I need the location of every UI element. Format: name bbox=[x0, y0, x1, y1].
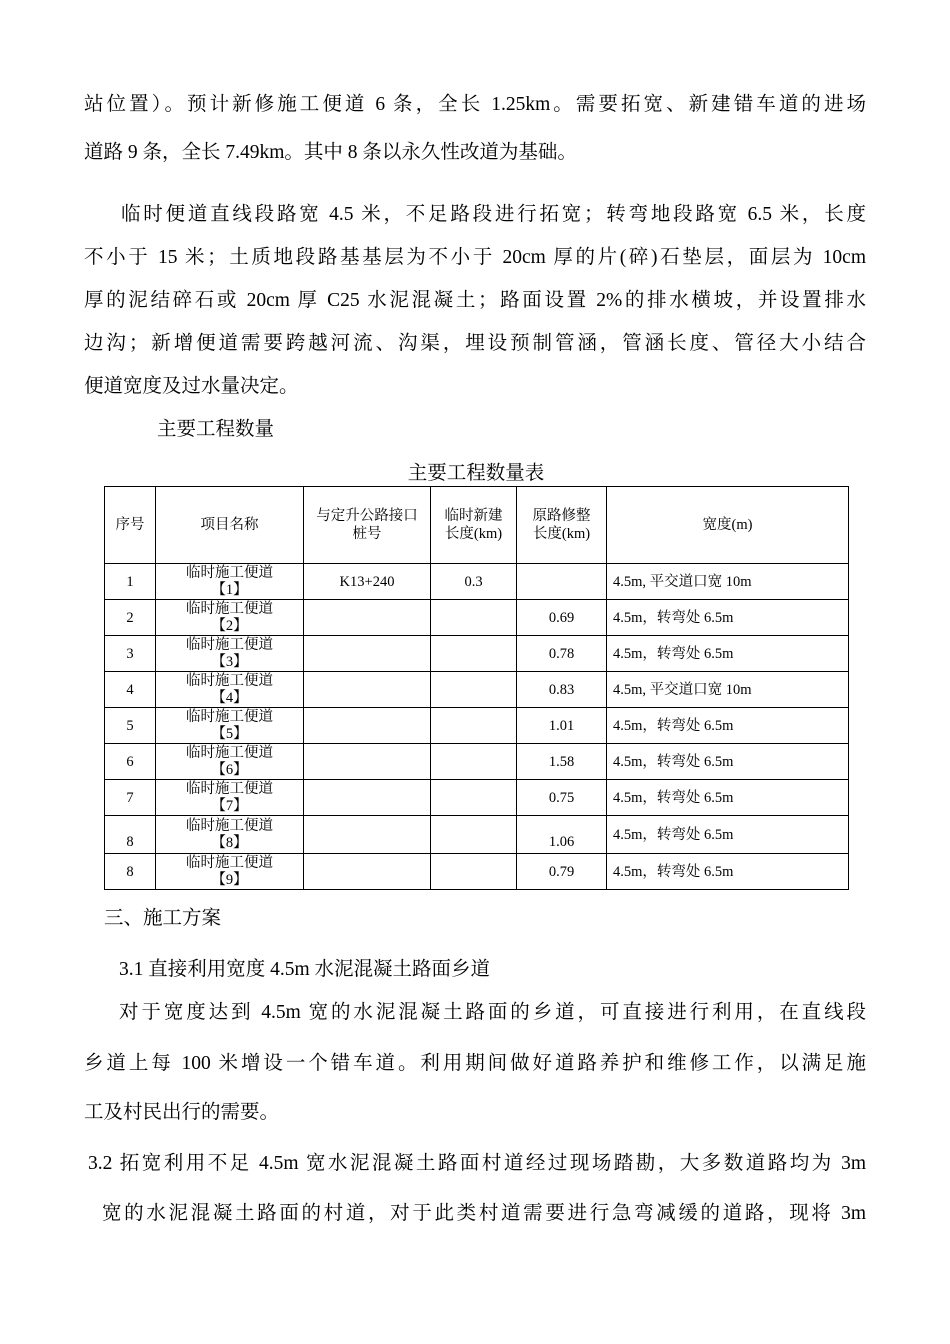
section-3-1-line-2: 乡道上每 100 米增设一个错车道。利用期间做好道路养护和维修工作，以满足施 bbox=[84, 1053, 866, 1074]
cell-repair-length: 1.06 bbox=[517, 816, 607, 854]
cell-width: 4.5m，转弯处 6.5m bbox=[607, 780, 849, 816]
table-header-row bbox=[105, 487, 849, 564]
cell-name: 临时施工便道 【4】 bbox=[156, 672, 304, 708]
paragraph-1-line-1: 站位置）。预计新修施工便道 6 条，全长 1.25km。需要拓宽、新建错车道的进场 bbox=[84, 94, 866, 115]
cell-name: 临时施工便道 【9】 bbox=[156, 854, 304, 890]
cell-index: 6 bbox=[105, 744, 156, 780]
cell-repair-length: 0.79 bbox=[517, 854, 607, 890]
cell-repair-length: 0.83 bbox=[517, 672, 607, 708]
cell-repair-length: 0.78 bbox=[517, 636, 607, 672]
cell-name: 临时施工便道 【6】 bbox=[156, 744, 304, 780]
paragraph-2-line-1: 临时便道直线段路宽 4.5 米，不足路段进行拓宽；转弯地段路宽 6.5 米，长度 bbox=[121, 204, 866, 225]
section-3-1-line-3: 工及村民出行的需要。 bbox=[84, 1102, 280, 1123]
table-row bbox=[105, 854, 849, 890]
table-caption: 主要工程数量表 bbox=[407, 463, 545, 484]
paragraph-2-line-5: 便道宽度及过水量决定。 bbox=[84, 376, 299, 397]
table-row bbox=[105, 600, 849, 636]
cell-index: 7 bbox=[105, 780, 156, 816]
cell-station bbox=[304, 816, 431, 854]
table-row bbox=[105, 636, 849, 672]
cell-station bbox=[304, 708, 431, 744]
cell-index: 3 bbox=[105, 636, 156, 672]
cell-index: 1 bbox=[105, 564, 156, 600]
cell-width: 4.5m，转弯处 6.5m bbox=[607, 600, 849, 636]
cell-new-length bbox=[431, 854, 517, 890]
cell-station bbox=[304, 780, 431, 816]
cell-new-length bbox=[431, 600, 517, 636]
cell-new-length bbox=[431, 780, 517, 816]
cell-new-length bbox=[431, 636, 517, 672]
cell-repair-length: 1.01 bbox=[517, 708, 607, 744]
cell-index: 4 bbox=[105, 672, 156, 708]
cell-name: 临时施工便道 【2】 bbox=[156, 600, 304, 636]
cell-index: 2 bbox=[105, 600, 156, 636]
cell-width: 4.5m, 平交道口宽 10m bbox=[607, 672, 849, 708]
subheading-main-quantities: 主要工程数量 bbox=[157, 419, 275, 440]
cell-new-length bbox=[431, 708, 517, 744]
cell-name: 临时施工便道 【5】 bbox=[156, 708, 304, 744]
cell-width: 4.5m，转弯处 6.5m bbox=[607, 854, 849, 890]
cell-width: 4.5m, 平交道口宽 10m bbox=[607, 564, 849, 600]
table-row bbox=[105, 672, 849, 708]
table-row bbox=[105, 780, 849, 816]
cell-width: 4.5m，转弯处 6.5m bbox=[607, 816, 849, 854]
cell-repair-length: 1.58 bbox=[517, 744, 607, 780]
cell-name: 临时施工便道 【7】 bbox=[156, 780, 304, 816]
section-3-heading: 三、施工方案 bbox=[104, 908, 222, 929]
cell-name: 临时施工便道 【8】 bbox=[156, 816, 304, 854]
cell-index: 5 bbox=[105, 708, 156, 744]
cell-index: 8 bbox=[105, 854, 156, 890]
header-name: 项目名称 bbox=[156, 487, 304, 564]
section-3-2-line-1: 3.2 拓宽利用不足 4.5m 宽水泥混凝土路面村道经过现场踏勘，大多数道路均为 3m bbox=[88, 1153, 866, 1174]
header-new-length: 临时新建长度(km) bbox=[431, 487, 517, 564]
section-3-1-title: 3.1 直接利用宽度 4.5m 水泥混凝土路面乡道 bbox=[119, 959, 491, 980]
cell-width: 4.5m，转弯处 6.5m bbox=[607, 744, 849, 780]
quantity-table bbox=[104, 486, 849, 890]
section-3-2-line-2: 宽的水泥混凝土路面的村道，对于此类村道需要进行急弯减缓的道路，现将 3m bbox=[102, 1203, 866, 1224]
cell-new-length bbox=[431, 816, 517, 854]
cell-repair-length bbox=[517, 564, 607, 600]
cell-station bbox=[304, 600, 431, 636]
header-index: 序号 bbox=[105, 487, 156, 564]
paragraph-1-line-2: 道路 9 条，全长 7.49km。其中 8 条以永久性改道为基础。 bbox=[84, 142, 577, 163]
paragraph-2-line-2: 不小于 15 米；土质地段路基基层为不小于 20cm 厚的片(碎)石垫层，面层为 10cm bbox=[84, 247, 866, 268]
cell-width: 4.5m，转弯处 6.5m bbox=[607, 708, 849, 744]
cell-new-length bbox=[431, 672, 517, 708]
cell-station bbox=[304, 744, 431, 780]
cell-index: 8 bbox=[105, 816, 156, 854]
cell-new-length: 0.3 bbox=[431, 564, 517, 600]
header-station: 与定升公路接口桩号 bbox=[304, 487, 431, 564]
cell-station bbox=[304, 636, 431, 672]
cell-station bbox=[304, 672, 431, 708]
cell-new-length bbox=[431, 744, 517, 780]
header-width: 宽度(m) bbox=[607, 487, 849, 564]
cell-station: K13+240 bbox=[304, 564, 431, 600]
table-row bbox=[105, 708, 849, 744]
cell-name: 临时施工便道 【1】 bbox=[156, 564, 304, 600]
cell-station bbox=[304, 854, 431, 890]
table-row bbox=[105, 744, 849, 780]
paragraph-2-line-3: 厚的泥结碎石或 20cm 厚 C25 水泥混凝土；路面设置 2%的排水横坡，并设置排水 bbox=[84, 290, 866, 311]
table-row bbox=[105, 816, 849, 854]
table-row bbox=[105, 564, 849, 600]
cell-width: 4.5m，转弯处 6.5m bbox=[607, 636, 849, 672]
header-repair-length: 原路修整长度(km) bbox=[517, 487, 607, 564]
cell-repair-length: 0.75 bbox=[517, 780, 607, 816]
cell-name: 临时施工便道 【3】 bbox=[156, 636, 304, 672]
section-3-1-line-1: 对于宽度达到 4.5m 宽的水泥混凝土路面的乡道，可直接进行利用，在直线段 bbox=[119, 1002, 866, 1023]
cell-repair-length: 0.69 bbox=[517, 600, 607, 636]
paragraph-2-line-4: 边沟；新增便道需要跨越河流、沟渠，埋设预制管涵，管涵长度、管径大小结合 bbox=[84, 333, 866, 354]
